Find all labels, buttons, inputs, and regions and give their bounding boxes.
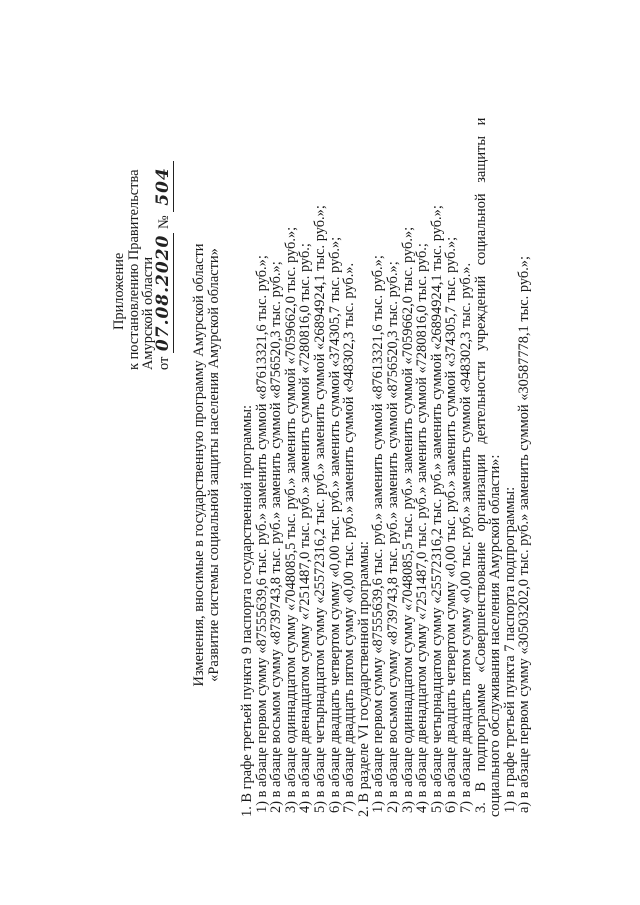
body-line: а) в абзаце первом сумму «30503202,0 тыс. руб.» заменить суммой «30587778,1 тыс. руб.»; [516,255,533,813]
body-line: 2) в абзаце восьмом сумму «8739743,8 тыс. руб.» заменить суммой «8756520,3 тыс. руб.»; [384,261,401,813]
body-line: 5) в абзаце четырнадцатом сумму «25572316,2 тыс. руб.» заменить суммой «26894924,1 тыс. руб.»; [311,205,328,813]
section-heading: 3. В подпрограмме «Совершенствование организации деятельности учреждений социальной защиты и [472,117,489,813]
number-sign: № [155,215,172,230]
handwritten-number: 504 [153,161,174,212]
document-body [240,57,532,817]
resolution-reference: к постановлению Правительства [125,169,142,370]
date-prefix: от [155,356,172,370]
region-name: Амурской области [140,256,157,370]
section-heading: 2. В разделе VI государственной программы: [355,541,372,817]
body-line: 3) в абзаце одиннадцатом сумму «7048085,5 тыс. руб.» заменить суммой «7059662,0 тыс. руб.»; [399,226,416,813]
body-line: социального обслуживания населения Амурской области»: [487,454,504,817]
body-line: 6) в абзаце двадцать четвертом сумму «0,00 тыс. руб.» заменить суммой «374305,7 тыс. руб.»; [326,236,343,813]
body-line: 2) в абзаце восьмом сумму «8739743,8 тыс. руб.» заменить суммой «8756520,3 тыс. руб.»; [268,261,285,813]
body-line: 1) в абзаце первом сумму «87555639,6 тыс. руб.» заменить суммой «87613321,6 тыс. руб.»; [253,255,270,813]
body-line: 7) в абзаце двадцать пятом сумму «0,00 тыс. руб.» заменить суммой «948302,3 тыс. руб.». [457,262,474,813]
body-line: 6) в абзаце двадцать четвертом сумму «0,00 тыс. руб.» заменить суммой «374305,7 тыс. руб.»; [443,236,460,813]
body-line: 3) в абзаце одиннадцатом сумму «7048085,5 тыс. руб.» заменить суммой «7059662,0 тыс. руб.»; [282,226,299,813]
date-number-line [152,70,173,370]
body-line: 4) в абзаце двенадцатом сумму «7251487,0 тыс. руб.» заменить суммой «7280816,0 тыс. руб.; [297,243,314,813]
title-line-2: «Развитие системы социальной защиты населения Амурской области» [205,248,222,682]
body-line: 7) в абзаце двадцать пятом сумму «0,00 тыс. руб.» заменить суммой «948302,3 тыс. руб.». [341,262,358,813]
section-heading: 1. В графе третьей пункта 9 паспорта государственной программы: [239,404,255,817]
body-line: 5) в абзаце четырнадцатом сумму «25572316,2 тыс. руб.» заменить суммой «26894924,1 тыс. руб.»; [428,205,445,813]
body-line: 1) в абзаце первом сумму «87555639,6 тыс. руб.» заменить суммой «87613321,6 тыс. руб.»; [370,255,387,813]
body-line: 4) в абзаце двенадцатом сумму «7251487,0 тыс. руб.» заменить суммой «7280816,0 тыс. руб.; [414,243,431,813]
body-line: 1) в графе третьей пункта 7 паспорта подпрограммы: [501,486,518,813]
document-title [192,85,221,845]
handwritten-date: 07.08.2020 [152,234,173,352]
title-line-1: Изменения, вносимые в государственную программу Амурской области [191,243,207,687]
approval-header [112,70,171,370]
appendix-label: Приложение [111,252,127,330]
